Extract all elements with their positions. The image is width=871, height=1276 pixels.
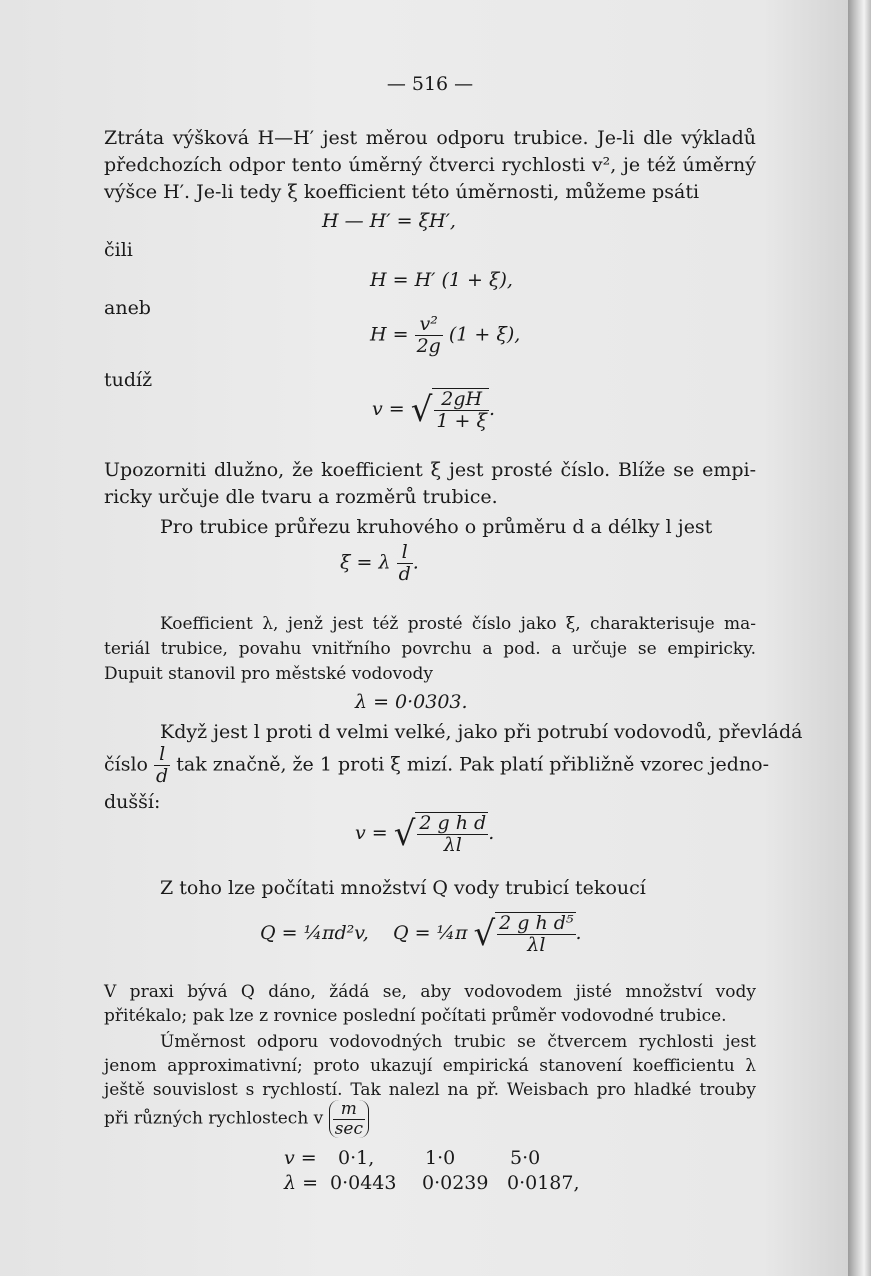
para-line: Dupuit stanovil pro městské vodovody <box>104 664 433 684</box>
word-tudiz: tudíž <box>104 369 153 391</box>
word-aneb: aneb <box>104 297 151 319</box>
eq8-num: 2 g h d⁵ <box>499 912 574 934</box>
sqrt-sign-icon: √ $\frac{\text{2 g h d}}{\lambda l}$ <box>393 812 487 856</box>
unit-den: sec <box>334 1118 363 1139</box>
table-cell: 0·0239 <box>422 1172 489 1194</box>
table-cell: 0·0187, <box>507 1172 580 1194</box>
eq7-lhs: v = <box>355 821 388 844</box>
para-line: přitékalo; pak lze z rovnice poslední počítati průměr vodovodné trubice. <box>104 1006 727 1026</box>
para-line: předchozích odpor tento úměrný čtverci rychlosti v², je též úměrný <box>104 154 756 176</box>
para-line: ricky určuje dle tvaru a rozměrů trubice. <box>104 486 498 508</box>
p5-rest: tak značně, že 1 proti ξ mizí. Pak platí přibližně vzorec jedno- <box>176 753 770 776</box>
para-line: Pro trubice průřezu kruhového o průměru d a délky l jest <box>160 516 713 538</box>
eq5-den: d <box>398 562 411 585</box>
para-line: Ztráta výšková H—H′ jest měrou odporu trubice. Je-li dle výkladů <box>104 127 756 149</box>
table-label-v: v = <box>284 1147 317 1169</box>
table-cell: 0·0443 <box>330 1172 397 1194</box>
sqrt-sign-icon: √ $\frac{\text{2 g h d⁵}}{\lambda l}$ <box>473 912 574 956</box>
page-number: — 516 — <box>386 73 474 95</box>
equation-1: H — H′ = ξH′, <box>322 210 456 232</box>
para-line: dušší: <box>104 791 161 813</box>
eq3-lhs: H = <box>370 323 409 346</box>
table-cell: 5·0 <box>510 1147 541 1169</box>
eq7-end: . <box>488 821 495 844</box>
unit-num: m <box>333 1100 365 1120</box>
eq5-lhs: ξ = λ <box>340 551 391 574</box>
eq3-num: v² <box>415 314 443 336</box>
equation-8 <box>260 912 582 956</box>
table-cell: 0·1, <box>338 1147 375 1169</box>
eq8-part1: Q = ¼πd²v, <box>260 921 369 944</box>
p8-last: při různých rychlostech v <box>104 1108 324 1129</box>
eq4-lhs: v = <box>372 397 405 420</box>
equation-4 <box>372 388 495 432</box>
eq8-part2: Q = ¼π <box>392 921 468 944</box>
eq5-fraction <box>397 542 413 585</box>
para-line: Když jest l proti d velmi velké, jako při potrubí vodovodů, převládá <box>160 721 803 743</box>
equation-3 <box>370 314 520 357</box>
para-line: Koefficient λ, jenž jest též prosté číslo jako ξ, charakterisuje ma- <box>160 614 756 634</box>
eq5-end: . <box>412 551 419 574</box>
eq3-fraction <box>415 314 443 357</box>
eq8-end: . <box>575 921 582 944</box>
unit-fraction <box>329 1100 369 1138</box>
para-line: jenom approximativní; proto ukazují empirická stanovení koefficientu λ <box>104 1056 756 1076</box>
para-line: ještě souvislost s rychlostí. Tak nalezl na př. Weisbach pro hladké trouby <box>104 1080 756 1100</box>
para-line: Z toho lze počítati množství Q vody trubicí tekoucí <box>160 877 646 899</box>
page-edge <box>848 0 871 1276</box>
eq3-rhs: (1 + ξ), <box>448 323 521 346</box>
word-cili: čili <box>104 239 133 261</box>
para-line: výšce H′. Je-li tedy ξ koefficient této úměrnosti, můžeme psáti <box>104 181 700 203</box>
table-cell: 1·0 <box>425 1147 456 1169</box>
para-line-unit <box>104 1100 369 1138</box>
para-line: V praxi bývá Q dáno, žádá se, aby vodovodem jisté množství vody <box>104 982 756 1002</box>
equation-7 <box>355 812 494 856</box>
equation-5 <box>340 542 419 585</box>
para-line: Upozorniti dlužno, že koefficient ξ jest prosté číslo. Blíže se empi- <box>104 459 756 481</box>
para-line: Úměrnost odporu vodovodných trubic se čtvercem rychlosti jest <box>160 1032 756 1052</box>
para-line-with-fraction <box>104 743 770 787</box>
sqrt-sign-icon: √ $\frac{2gH}{1 + \xi}$ <box>410 388 487 432</box>
eq4-end: . <box>488 397 496 420</box>
word-cislo: číslo <box>104 753 148 776</box>
p5-num: l <box>154 744 170 766</box>
eq5-num: l <box>397 542 413 564</box>
p5-fraction <box>154 744 170 787</box>
eq8-den: λl <box>527 933 546 956</box>
eq4-num: 2gH <box>434 389 489 411</box>
equation-2: H = H′ (1 + ξ), <box>370 269 513 291</box>
equation-6: λ = 0·0303. <box>355 691 468 713</box>
p5-den: d <box>156 764 169 787</box>
eq7-den: λl <box>443 833 462 856</box>
eq7-num: 2 g h d <box>419 812 487 834</box>
para-line: teriál trubice, povahu vnitřního povrchu a pod. a určuje se empiricky. <box>104 639 756 659</box>
eq4-den: 1 + ξ <box>436 409 487 432</box>
table-label-lambda: λ = <box>284 1172 319 1194</box>
eq3-den: 2g <box>416 334 441 357</box>
